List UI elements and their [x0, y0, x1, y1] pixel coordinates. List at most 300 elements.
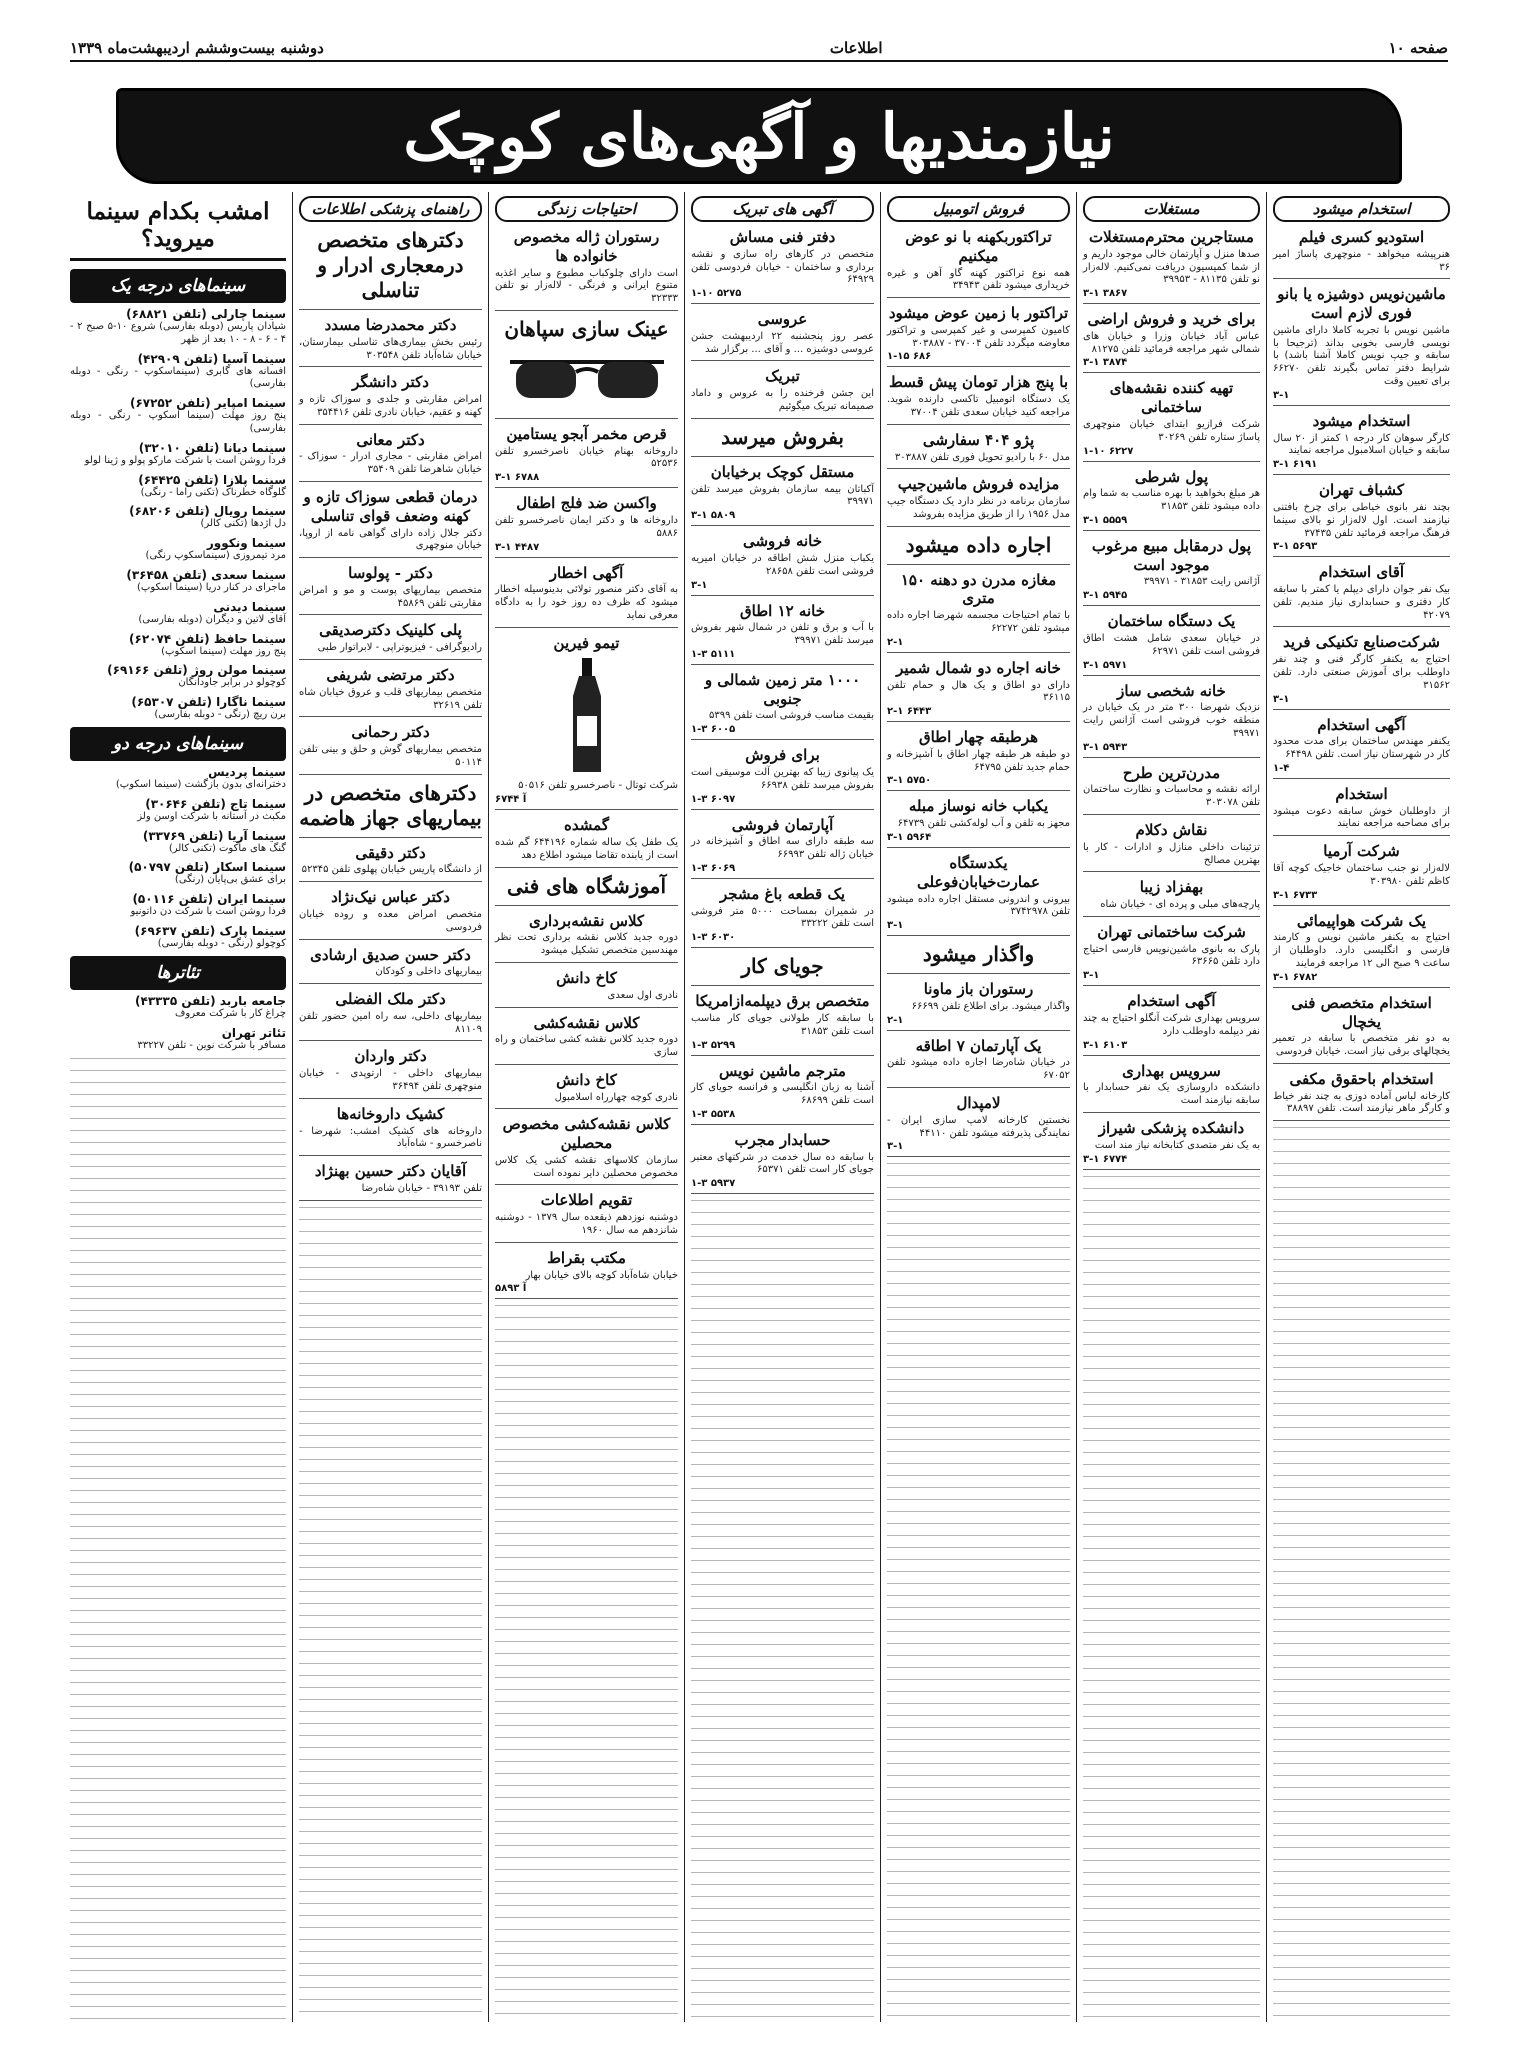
ad-title: با پنج هزار تومان پیش قسط	[889, 373, 1068, 392]
ad-title: عروسی	[757, 310, 808, 329]
classified-ad	[1273, 994, 1450, 1064]
column-heading: استخدام میشود	[1273, 196, 1450, 222]
classified-ad	[887, 797, 1070, 848]
ad-body: ارائه نقشه و محاسبات و نظارت ساختمان تلفن ۳۰۳۰۷۸	[1083, 784, 1260, 809]
ad-title: شرکت آرمیا	[1323, 842, 1400, 861]
classified-ad	[887, 431, 1070, 470]
ad-title: مترجم ماشین نویس	[719, 1061, 846, 1080]
ad-title: مدرن‌ترین طرح	[1122, 763, 1221, 782]
classified-ad	[1273, 563, 1450, 627]
ad-code: ۳-۱	[1273, 693, 1290, 705]
ad-body: دانشکده داروسازی یک نفر حسابدار با سابقه نیازمند است	[1083, 1082, 1260, 1107]
issue-date: دوشنبه بیست‌وششم اردیبهشت‌ماه ۱۳۳۹	[70, 39, 324, 57]
ad-title: سینما چارلی (تلفن ۶۸۸۲۱)	[126, 307, 286, 321]
ad-title: ماشین‌نویس دوشیزه یا بانو فوری لازم است	[1277, 285, 1446, 323]
ad-code: ۳-۱ ۵۵۵۹	[1083, 514, 1128, 526]
columns-container	[64, 192, 1456, 2022]
ad-body: صدها منزل و آپارتمان خالی موجود داریم و از شما کمیسیون دریافت نمی‌کنیم. لاله‌زار نو تلفن ۸۱۱۳۵ - ۳۹۹۵۳	[1083, 248, 1260, 286]
ad-code: ۱-۳ ۵۱۱۱	[691, 648, 736, 660]
classified-ad	[1083, 682, 1260, 758]
ad-title: خانه اجاره دو شمال شمیر	[896, 658, 1061, 677]
ad-body: کامیون کمپرسی و غیر کمپرسی و تراکتور معاوضه میگردد تلفن ۳۷۰۰۴ - ۳۰۳۸۸۷	[887, 324, 1070, 349]
ad-title: تبریک	[765, 367, 800, 386]
ad-title: سینما تاج (تلفن ۳۰۶۴۶)	[145, 796, 286, 811]
column-heading: احتیاجات زندگی	[495, 196, 678, 222]
ad-body: افسانه های گابری (سینماسکوپ - رنگی - دوبله بفارسی)	[70, 365, 286, 390]
ad-title: ۱۰۰۰ متر زمین شمالی و جنوبی	[704, 670, 861, 708]
ad-title: بهفزاد زیبا	[1139, 878, 1204, 897]
ad-title: پلی کلینیک دکترصدیقی	[319, 621, 462, 640]
ad-body: هنرپیشه میخواهد - منوچهری پاساژ امیر ۳۶	[1273, 248, 1450, 273]
ad-body: رادیوگرافی - فیزیوتراپی - لابراتوار طبی	[317, 642, 482, 654]
ad-title: دکتر مرتضی شریفی	[326, 666, 455, 685]
ad-title: آموزشگاه های فنی	[506, 873, 667, 898]
ad-title: سینما پارک (تلفن ۶۹۶۳۷)	[134, 923, 286, 938]
classified-ad	[887, 1037, 1070, 1088]
ad-body: مسافر با شرکت نوین - تلفن ۳۳۲۲۷	[137, 1039, 286, 1051]
ad-title: سینما دیانا (تلفن ۳۲۰۱۰)	[138, 440, 286, 455]
ad-code: ۳-۱ ۶۱۹۱	[1273, 459, 1318, 471]
classified-ad	[495, 634, 678, 811]
ad-title: مغازه مدرن دو دهنه ۱۵۰ متری	[900, 570, 1057, 608]
ad-body: بچند نفر بانوی خیاطی برای چرخ بافتنی نیازمند است. اول لاله‌زار نو بالای سینما فرهنگ مراجعه فرمائید تلفن ۳۷۴۳۵	[1273, 501, 1450, 539]
classified-ad	[887, 942, 1070, 974]
ad-body: دوره جدید کلاس نقشه برداری تحت نظر مهندسین متخصص تشکیل میشود	[495, 932, 678, 957]
column-heading: راهنمای پزشکی اطلاعات	[299, 196, 482, 222]
ad-title: برای فروش	[745, 746, 820, 765]
ad-code: ۲-۱	[887, 636, 904, 648]
classified-ad	[691, 367, 874, 418]
ad-title: یک آپارتمان ۷ اطاقه	[915, 1036, 1042, 1055]
ad-code: آ ۵۸۹۳	[495, 1283, 527, 1295]
cinema-listing	[70, 352, 286, 392]
ad-body: بیماریهای داخلی، سه راه امین حضور تلفن ۸۱۱۰۹	[299, 1010, 482, 1035]
ad-title: دکترهای متخصص در بیماریهای جهاز هاضمه	[299, 780, 482, 830]
ad-code: ۱-۳ ۶۰۶۹	[691, 862, 736, 874]
ad-body: پنج روز مهلت (سینما اسکوپ - رنگی - دوبله بفارسی)	[70, 410, 286, 434]
ad-body: متخصص بیماریهای پوست و مو و امراض مقاربتی تلفن ۴۵۸۶۹	[299, 584, 482, 609]
classified-ad	[495, 1115, 678, 1185]
ad-body: چراغ کار با شرکت معروف	[175, 1007, 286, 1019]
ad-body: نخستین کارخانه لامپ سازی ایران - نمایندگی پذیرفته میشود تلفن ۴۴۱۱۰	[887, 1114, 1070, 1139]
ad-title: درمان قطعی سوزاک تازه و کهنه وضعف قوای تناسلی	[303, 488, 478, 525]
column-heading: امشب بکدام سینما میروید؟	[70, 198, 286, 261]
cinema-listing	[70, 632, 286, 659]
ad-body: با سابقه ده سال خدمت در شرکتهای معتبر جویای کار است تلفن ۶۵۳۷۱	[691, 1151, 874, 1176]
ad-body: واگذار میشود. برای اطلاع تلفن ۶۶۶۹۹	[911, 1000, 1070, 1012]
classified-ad	[1083, 764, 1260, 815]
ad-title: یک قطعه باغ مشجر	[719, 884, 846, 903]
classified-ad	[1273, 633, 1450, 709]
ad-title: سینما ونکوور	[206, 536, 286, 551]
classified-ad	[1273, 412, 1450, 475]
ad-title: پول شرطی	[1134, 467, 1209, 486]
classified-ad	[887, 304, 1070, 367]
classified-ad	[299, 1047, 482, 1098]
ad-code: ۳-۱	[887, 920, 904, 932]
classified-ad	[691, 602, 874, 665]
ad-body: مکبث در آستانه با شرکت اوسن ولز	[137, 810, 286, 822]
column-heading: آگهی های تبریک	[691, 196, 874, 222]
ad-body: امراض مقاربتی - مجاری ادرار - سوزاک - خیابان شاهرضا تلفن ۳۵۴۰۹	[299, 451, 482, 476]
column-c7	[64, 192, 292, 2022]
ad-title: یکباب خانه نوساز مبله	[908, 797, 1049, 816]
ad-body: رئیس بخش بیماری‌های تناسلی بیمارستان، خیابان شاه‌آباد تلفن ۳۰۳۵۴۸	[299, 336, 482, 361]
ad-body: یکنفر مهندس ساختمان برای مدت محدود کار در شهرستان نیاز است. تلفن ۶۴۴۹۸	[1273, 736, 1450, 761]
ad-code: ۳-۱	[691, 579, 708, 591]
classified-ad	[299, 1105, 482, 1156]
ad-code: ۱-۳ ۶۰۹۷	[691, 793, 736, 805]
column-text-filler	[70, 1058, 286, 2022]
ad-body: داروخانه ها و دکتر ایمان ناصرخسرو تلفن ۵۸۸۶	[495, 514, 678, 539]
classified-ad	[1273, 481, 1450, 557]
ad-title: قرص مخمر آبجو یستامین	[506, 424, 667, 443]
column-text-filler	[691, 1200, 874, 2022]
ad-title: سینما اسکار (تلفن ۵۰۷۹۷)	[128, 860, 286, 875]
ad-body: پنج روز مهلت (سینما اسکوپ)	[161, 645, 286, 657]
ad-title: یک دستگاه ساختمان	[1107, 612, 1236, 631]
cinema-listing	[70, 860, 286, 887]
classified-ad	[1083, 612, 1260, 675]
ad-title: گمشده	[564, 816, 609, 835]
column-text-filler	[887, 1163, 1070, 2022]
ad-body: خیابان شاه‌آباد کوچه بالای خیابان بهار	[525, 1269, 678, 1281]
ad-body: بیک نفر جوان دارای دیپلم یا کمتر با سابقه کار دفتری و حسابداری نیاز مندیم. تلفن ۴۲۰۷۹	[1273, 584, 1450, 621]
classified-ad	[887, 475, 1070, 526]
ad-code: ۳-۱ ۵۹۶۴	[887, 832, 932, 843]
ad-title: سینما دیدنی	[213, 599, 286, 614]
ad-title: نقاش دکلام	[1135, 821, 1208, 840]
ad-code: ۱-۳ ۵۵۳۸	[691, 1108, 736, 1120]
ad-body: امراض مقاربتی و جلدی و سوزاک تازه و کهنه و عقیم، خیابان نادری تلفن ۳۵۴۴۱۶	[299, 394, 482, 418]
cinema-listing	[70, 924, 286, 951]
ad-title: شرکت ساختمانی تهران	[1097, 922, 1246, 941]
classified-ad	[691, 885, 874, 948]
ad-body: سازمان کلاسهای نقشه کشی یک کلاس مخصوص محصلین دایر نموده است	[495, 1154, 678, 1179]
ad-title: مستقل کوچک برخیابان	[710, 462, 855, 481]
ad-code: ۱-۳ ۶۰۰۵	[691, 724, 736, 736]
classified-ad	[1083, 1119, 1260, 1170]
cinema-listing	[70, 797, 286, 824]
classified-ad	[299, 1162, 482, 1201]
ad-code: ۳-۱ ۵۶۹۳	[1273, 541, 1318, 553]
ad-title: استخدام متخصص فنی یخچال	[1291, 993, 1432, 1031]
ad-title: دکتر معانی	[356, 430, 425, 449]
classified-ad	[299, 316, 482, 367]
ad-title: سینما پردیس	[208, 764, 286, 779]
ad-body: لاله‌زار نو جنب ساختمان خاجیک کوچه آقا کاظم تلفن ۳۰۳۹۸۰	[1273, 863, 1450, 887]
classified-ad	[495, 969, 678, 1008]
ad-body: پارچه‌های مبلی و پرده ای - خیابان شاه	[1100, 899, 1260, 911]
ad-body: برن ریچ (رنگی - دوبله بفارسی)	[154, 709, 286, 721]
page-number: صفحه ۱۰	[1388, 39, 1448, 57]
ad-body: دو طبقه هر طبقه چهار اطاق با آشپزخانه و حمام جدید تلفن ۶۴۷۹۵	[887, 748, 1070, 773]
ad-body: کارخانه لباس آماده دوزی به چند نفر خیاط و کارگر ماهر نیازمند است. تلفن ۳۸۸۹۷	[1273, 1090, 1450, 1115]
classified-ad	[299, 431, 482, 482]
ad-code: ۳-۱ ۳۸۷۴	[1083, 357, 1128, 369]
ad-body: احتیاج به یکنفر کارگر فنی و چند نفر داوطلب برای آموزش صنعتی دارد. تلفن ۳۱۵۶۲	[1273, 654, 1450, 691]
classified-ad	[691, 1062, 874, 1125]
ad-code: ۱-۴	[1273, 762, 1290, 774]
ad-title: خانه فروشی	[742, 532, 823, 551]
classified-ad	[1273, 285, 1450, 405]
ad-body: به یک نفر متصدی کتابخانه نیاز مند است	[1094, 1139, 1260, 1151]
classified-ad	[691, 425, 874, 457]
classified-ad	[1083, 310, 1260, 373]
ad-code: ۱-۳ ۵۲۹۹	[691, 1039, 736, 1051]
classified-ad	[1273, 785, 1450, 836]
classified-ad	[1083, 1062, 1260, 1113]
classified-ad	[1083, 821, 1260, 872]
classified-ad	[691, 228, 874, 304]
cinema-listing	[70, 695, 286, 722]
cinema-listing	[70, 829, 286, 856]
ad-code: ۱-۳ ۵۹۳۷	[691, 1178, 736, 1190]
classified-ad	[495, 1191, 678, 1242]
ad-title: کلاس نقشه‌کشی مخصوص محصلین	[502, 1115, 671, 1153]
ad-title: خانه شخصی ساز	[1117, 681, 1226, 700]
ad-title: دکتر ملک الفضلی	[335, 990, 446, 1009]
ad-code: ۳-۱ ۳۸۶۷	[1083, 288, 1128, 300]
ad-body: سه طبقه دارای سه اطاق و آشپزخانه در خیابان ژاله تلفن ۶۶۹۹۳	[691, 836, 874, 861]
ad-title: آگهی استخدام	[1317, 715, 1406, 734]
ad-title: استخدام باحقوق مکفی	[1289, 1069, 1434, 1088]
ad-title: تراکتوربکهنه با نو عوض میکنیم	[905, 228, 1052, 265]
ad-body: بیماریهای داخلی - ارتوپدی - خیابان منوچهری تلفن ۳۶۴۹۴	[299, 1068, 482, 1093]
classified-ad	[1273, 716, 1450, 779]
ad-body: دوشنبه نوزدهم ذیقعده سال ۱۳۷۹ - دوشنبه شانزدهم مه سال ۱۹۶۰	[495, 1212, 678, 1237]
classified-ad	[1273, 842, 1450, 905]
ad-body: احتیاج به یکنفر ماشین نویس و کارمند فارسی و انگلیسی دارد. داوطلبان از ساعت ۹ صبح الی ۱۲ مراجعه فرمایند	[1273, 932, 1450, 969]
ad-title: تراکتور با زمین عوض میشود	[888, 304, 1069, 323]
classified-ad	[299, 888, 482, 939]
ad-title: دکتر - پولوسا	[348, 564, 433, 583]
ad-body: متخصص امراض معده و روده خیابان فردوسی	[299, 909, 482, 933]
ad-body: یک دستگاه اتومبیل تاکسی دارنده شوید. مراجعه کنید خیابان سعدی تلفن ۳۷۰۰۴	[887, 394, 1070, 418]
ad-title: دکتر عباس نیک‌نژاد	[331, 888, 450, 907]
ad-title: کاخ دانش	[556, 968, 617, 987]
ad-code: ۳-۱ ۶۱۰۳	[1083, 1039, 1128, 1051]
ad-title: آقایان دکتر حسین بهنژاد	[314, 1162, 467, 1181]
ad-title: دکتر واردان	[354, 1047, 427, 1066]
classified-ad	[691, 671, 874, 740]
banner-title: نیازمندیها و آگهی‌های کوچک	[403, 99, 1115, 173]
ad-title: سینما مولن روژ (تلفن ۶۹۱۶۶)	[107, 663, 286, 678]
ad-body: داروخانه بهنام خیابان ناصرخسرو تلفن ۵۲۵۳۶	[495, 445, 678, 470]
classified-ad	[691, 310, 874, 361]
ad-title: مکتب بقراط	[547, 1248, 626, 1267]
ad-body: یکباب منزل شش اطاقه در خیابان امیریه فروشی است تلفن ۲۸۶۵۸	[691, 552, 874, 577]
classified-ad	[887, 1094, 1070, 1157]
ad-body: مدل ۶۰ با رادیو تحویل فوری تلفن ۳۰۳۸۸۷	[894, 451, 1070, 463]
section-heading: سینماهای درجه یک	[70, 269, 286, 303]
column-c3	[880, 192, 1076, 2022]
ad-body: متخصص در کارهای راه سازی و نقشه برداری و ساختمان - خیابان فردوسی تلفن ۶۴۹۲۹	[691, 248, 874, 286]
ad-title: دکتر دانشگر	[352, 373, 429, 392]
ad-title: مستاجرین محترم‌مستغلات	[1089, 228, 1254, 246]
ad-body: شرکت توتال - ناصرخسرو تلفن ۵۰۵۱۶	[518, 780, 678, 792]
ad-body: از دانشگاه پاریس خیابان پهلوی تلفن ۵۲۳۴۵	[301, 864, 482, 876]
ad-title: آگهی اخطار	[549, 563, 624, 582]
classified-ad	[691, 532, 874, 595]
classified-ad	[691, 954, 874, 986]
ad-title: استخدام میشود	[1312, 411, 1411, 430]
cinema-listing	[70, 600, 286, 627]
ad-title: لامپدال	[956, 1093, 1001, 1112]
cinema-listing	[70, 504, 286, 531]
classified-ad	[495, 425, 678, 488]
ad-body: دخترانه‌ای بدون بازگشت (سینما اسکوپ)	[115, 778, 286, 790]
classified-ad	[495, 1014, 678, 1065]
ad-title: کاخ دانش	[556, 1070, 617, 1089]
column-c1	[1266, 192, 1456, 2022]
classified-ad	[887, 533, 1070, 565]
ad-body: گنگ های ماکوت (تکنی کالر)	[168, 842, 286, 854]
ad-body: ماجرای در کنار دریا (سینما اسکوپ)	[137, 581, 286, 593]
ad-title: سینما ایران (تلفن ۵۰۱۱۶)	[132, 892, 286, 907]
classified-ad	[691, 992, 874, 1055]
ad-title: کلاس نقشه‌برداری	[528, 911, 645, 930]
column-c4	[684, 192, 880, 2022]
ad-title: تئاتر تهران	[221, 1025, 286, 1040]
classified-ad	[1273, 228, 1450, 279]
ad-code: ۱-۱۰ ۶۲۲۷	[1083, 445, 1134, 457]
ad-code: ۳-۱ ۵۸۰۹	[691, 510, 736, 522]
classified-ad	[887, 854, 1070, 936]
ad-code: ۳-۱ ۵۷۵۰	[887, 775, 932, 787]
cinema-listing	[70, 663, 286, 690]
ad-title: سینما پلازا (تلفن ۶۴۴۲۵)	[138, 472, 286, 487]
classified-ad	[495, 816, 678, 867]
ad-title: عینک سازی سپاهان	[504, 316, 669, 341]
ad-body: دکتر جلال زاده دارای گواهی نامه از اروپا، خیابان منوچهری	[299, 527, 482, 552]
ad-body: فردا روشن است با شرکت مارکو پولو و ژینا لولو	[84, 454, 286, 466]
ad-title: سینما حافظ (تلفن ۶۲۰۷۴)	[129, 631, 286, 646]
classified-ad	[1083, 878, 1260, 917]
classified-ad	[495, 874, 678, 906]
ad-body: فردا روشن است با شرکت دن داتونیو	[130, 906, 286, 918]
cinema-listing	[70, 892, 286, 919]
ad-body: با سابقه کار طولانی جویای کار مناسب است تلفن ۳۱۸۵۳	[691, 1012, 874, 1037]
ad-body: در خیابان شاه‌رضا اجاره داده میشود تلفن ۶۷۰۵۲	[887, 1057, 1070, 1082]
classified-ad	[1083, 379, 1260, 461]
ad-title: سینما سعدی (تلفن ۳۶۴۵۸)	[126, 567, 286, 582]
classified-ad	[887, 228, 1070, 298]
classified-ad	[299, 488, 482, 558]
classified-ad	[1083, 468, 1260, 531]
ad-code: ۳-۱ ۵۹۴۳	[1083, 741, 1128, 753]
classified-ad	[299, 990, 482, 1041]
ad-code: ۳-۱ ۶۷۳۳	[1273, 889, 1318, 901]
section-heading: سینماهای درجه دو	[70, 727, 286, 761]
ad-title: یکدستگاه عمارت‌خیابان‌فوعلی	[916, 854, 1041, 891]
classified-ad	[299, 723, 482, 774]
cinema-listing	[70, 307, 286, 347]
ad-body: از داوطلبان خوش سابقه دعوت میشود برای مصاحبه مراجعه نمایند	[1273, 805, 1450, 830]
classified-ad	[1273, 912, 1450, 988]
ad-body: بیرونی و اندرونی مستقل اجاره داده میشود تلفن ۳۷۴۲۹۷۸	[887, 893, 1070, 918]
ad-code: ۳-۱	[1273, 389, 1290, 401]
cinema-listing	[70, 568, 286, 595]
ad-body: داروخانه های کشیک امشب: شهرضا - ناصرخسرو - شاه‌آباد	[299, 1125, 482, 1150]
column-c6	[292, 192, 488, 2022]
cinema-listing	[70, 765, 286, 792]
ad-body: در شمیران بمساحت ۵۰۰۰ متر فروشی است تلفن ۳۳۲۲۲	[691, 905, 874, 930]
column-text-filler	[1083, 1176, 1260, 2022]
ad-body: نادری کوچه چهارراه اسلامبول	[554, 1091, 678, 1103]
ad-code: ۳-۱ ۴۴۸۷	[495, 541, 540, 553]
column-text-filler	[1273, 1127, 1450, 2022]
ad-body: پارک به بانوی ماشین‌نویس فارسی احتیاج دارد تلفن ۶۳۶۶۵	[1083, 943, 1260, 968]
classified-ad	[495, 317, 678, 419]
ad-title: سینما آسیا (تلفن ۴۲۹۰۹)	[137, 351, 286, 366]
classified-ad	[299, 228, 482, 310]
ad-title: هرطبقه چهار اطاق	[918, 728, 1039, 747]
ad-body: هر مبلغ بخواهید با بهره مناسب به شما وام داده میشود تلفن ۳۱۸۵۳	[1083, 488, 1260, 513]
ad-title: دکتر حسن صدیق ارشادی	[310, 945, 471, 964]
ad-title: بفروش میرسد	[721, 424, 844, 449]
classified-ad	[299, 373, 482, 424]
ad-title: خانه ۱۲ اطاق	[740, 601, 825, 620]
column-heading: فروش اتومبیل	[887, 196, 1070, 222]
classified-ad	[495, 912, 678, 963]
ad-title: جویای کار	[741, 954, 824, 979]
ad-title: رستوران ژاله مخصوص خانواده ها	[513, 228, 660, 265]
cinema-listing	[70, 536, 286, 563]
classified-ad	[299, 946, 482, 985]
ad-body: عصر روز پنجشنبه ۲۲ اردیبهشت جشن عروسی دوشیزه ... و آقای ... برگزار شد	[691, 330, 874, 355]
ad-body: دوره جدید کلاس نقشه کشی ساختمان و راه سازی	[495, 1034, 678, 1059]
ad-code: ۳-۱	[887, 1141, 904, 1153]
ad-title: اجاره داده میشود	[905, 532, 1052, 557]
ad-title: آقای استخدام	[1318, 563, 1405, 582]
ad-title: دکترهای متخصص درمعجاری ادرار و تناسلی	[317, 228, 464, 302]
ad-body: تزئینات داخلی منازل و ادارات - کار با بهترین مصالح	[1083, 841, 1260, 866]
paper-name: اطلاعات	[829, 39, 883, 57]
ad-title: سینما ناگارا (تلفن ۶۵۳۰۷)	[131, 695, 286, 710]
ad-body: شرکت فرازیو ابتدای خیابان منوچهری پاساژ ستاره تلفن ۳۰۲۶۹	[1083, 418, 1260, 443]
ad-body: به آقای دکتر منصور تولائی بدینوسیله اخطار میشود که ظرف ده روز خود را به دادگاه معرفی نماید	[495, 584, 678, 621]
classified-ad	[887, 571, 1070, 653]
ad-title: دکتر رحمانی	[351, 723, 430, 742]
ad-code: ۳-۱ ۵۹۷۱	[1083, 659, 1128, 671]
ad-body: به دو نفر متخصص با سابقه در تعمیر یخچالهای برقی نیاز است. خیابان فردوسی	[1273, 1033, 1450, 1058]
ad-code: ۱-۱۵ ۶۸۶	[887, 351, 932, 363]
classified-ad	[1273, 1070, 1450, 1121]
ad-body: متخصص بیماریهای قلب و عروق خیابان شاه تلفن ۳۲۶۱۹	[299, 686, 482, 711]
ad-title: دکتر دقیقی	[355, 843, 426, 862]
ad-title: واگذار میشود	[922, 942, 1035, 967]
ad-body: آژانس رایت ۳۱۸۵۳ - ۳۹۹۷۱	[1143, 576, 1260, 588]
ad-title: شرکت‌صنایع تکنیکی فرید	[1283, 633, 1440, 652]
ad-title: تهیه کننده نقشه‌های ساختمانی	[1109, 379, 1234, 417]
ad-body: دارای دو اطاق و یک هال و حمام تلفن ۳۶۱۱۵	[887, 679, 1070, 704]
ad-code: ۲-۱	[887, 1014, 904, 1026]
column-heading: مستغلات	[1083, 196, 1260, 222]
classified-ad	[495, 494, 678, 557]
ad-code: ۱-۱۰ ۵۲۷۵	[691, 288, 742, 300]
ad-code: آ ۶۷۴۴	[495, 794, 527, 806]
ad-body: سازمان برنامه در نظر دارد یک دستگاه جیپ مدل ۱۹۵۶ را از طریق مزایده بفروشد	[887, 496, 1070, 520]
classified-ad	[691, 746, 874, 809]
classified-ad	[1083, 228, 1260, 304]
classified-ad	[1083, 923, 1260, 986]
cinema-listing	[70, 1026, 286, 1053]
classified-ad	[691, 1131, 874, 1194]
classified-ad	[495, 1249, 678, 1300]
cinema-listing	[70, 994, 286, 1021]
ad-title: دانشکده پزشکی شیراز	[1098, 1118, 1245, 1137]
